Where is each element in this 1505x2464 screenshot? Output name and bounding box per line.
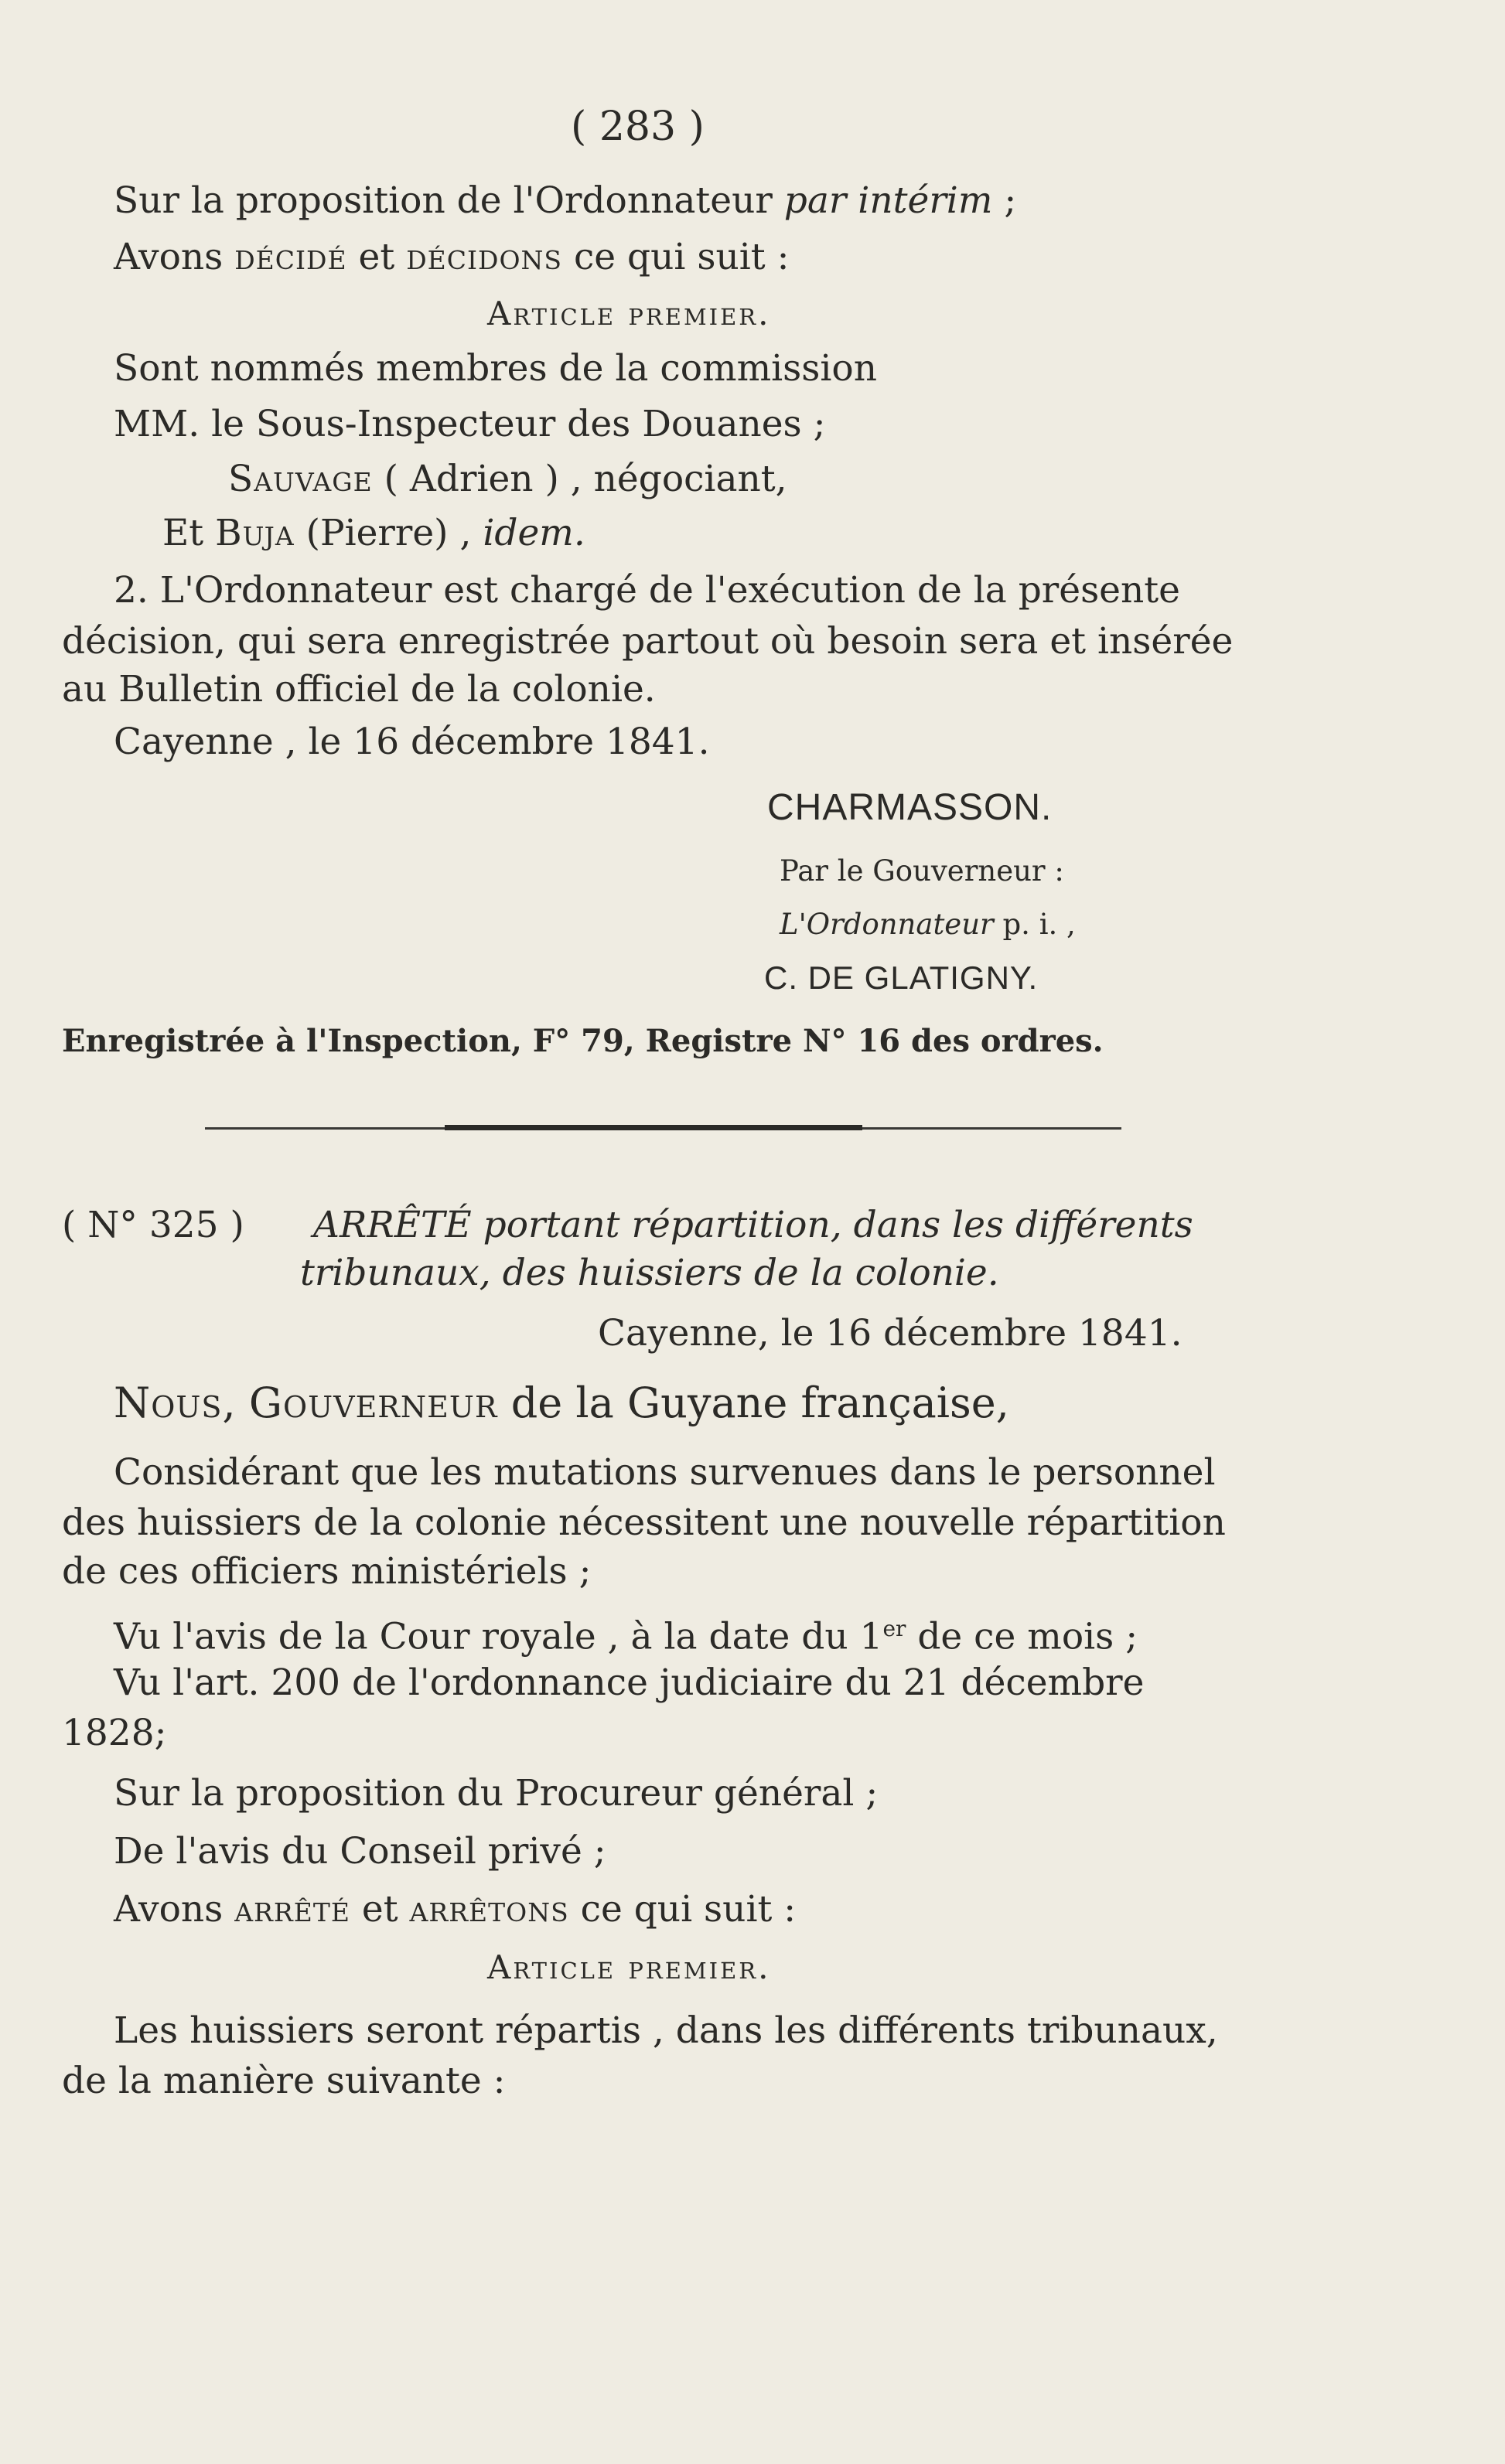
decree-title: ARRÊTÉ portant répartition, dans les différents — [313, 1204, 1193, 1246]
text-line: Vu l'avis de la Cour royale , à la date du 1er de ce mois ; — [114, 1615, 1138, 1658]
separator-rule-center — [445, 1125, 862, 1130]
text-line: des huissiers de la colonie nécessitent une nouvelle répartition — [62, 1501, 1226, 1544]
nous-gouverneur: Nous, Gouverneur de la Guyane française, — [114, 1379, 1009, 1427]
text-line: de la manière suivante : — [62, 2060, 506, 2102]
article-heading: Article premier. — [487, 1948, 771, 1986]
text-line: Sont nommés membres de la commission — [114, 347, 877, 390]
article-heading: Article premier. — [487, 295, 771, 332]
text-line: Vu l'art. 200 de l'ordonnance judiciaire du 21 décembre — [114, 1661, 1145, 1704]
text-line: 1828; — [62, 1712, 167, 1754]
ordonnateur-line: L'Ordonnateur p. i. , — [780, 908, 1076, 941]
text-line: Les huissiers seront répartis , dans les différents tribunaux, — [114, 2009, 1218, 2052]
text-line: Avons décidé et décidons ce qui suit : — [114, 236, 790, 278]
text-line: Avons arrêté et arrêtons ce qui suit : — [114, 1888, 797, 1931]
par-le-gouverneur: Par le Gouverneur : — [780, 854, 1064, 888]
text-line: Et Buja (Pierre) , idem. — [162, 512, 585, 554]
signature: CHARMASSON. — [767, 787, 1053, 828]
date-line: Cayenne , le 16 décembre 1841. — [114, 721, 710, 763]
text-line: Sauvage ( Adrien ) , négociant, — [228, 458, 787, 500]
page-number: ( 283 ) — [571, 104, 705, 150]
text-line: De l'avis du Conseil privé ; — [114, 1830, 606, 1873]
text-line: MM. le Sous-Inspecteur des Douanes ; — [114, 403, 826, 445]
decree-date: Cayenne, le 16 décembre 1841. — [598, 1312, 1182, 1355]
text-line: au Bulletin officiel de la colonie. — [62, 668, 656, 711]
decree-number: ( N° 325 ) — [62, 1204, 244, 1246]
decree-title-cont: tribunaux, des huissiers de la colonie. — [300, 1252, 999, 1294]
text-line: Sur la proposition de l'Ordonnateur par intérim ; — [114, 179, 1017, 222]
text-line: Sur la proposition du Procureur général ; — [114, 1772, 879, 1815]
text-line: 2. L'Ordonnateur est chargé de l'exécution de la présente — [114, 569, 1180, 612]
text-line: Considérant que les mutations survenues dans le personnel — [114, 1451, 1216, 1494]
signature-glatigny: C. DE GLATIGNY. — [764, 959, 1039, 996]
text-line: décision, qui sera enregistrée partout où besoin sera et insérée — [62, 620, 1234, 663]
text-line: de ces officiers ministériels ; — [62, 1550, 592, 1593]
registration-note: Enregistrée à l'Inspection, F° 79, Registre N° 16 des ordres. — [62, 1023, 1104, 1059]
